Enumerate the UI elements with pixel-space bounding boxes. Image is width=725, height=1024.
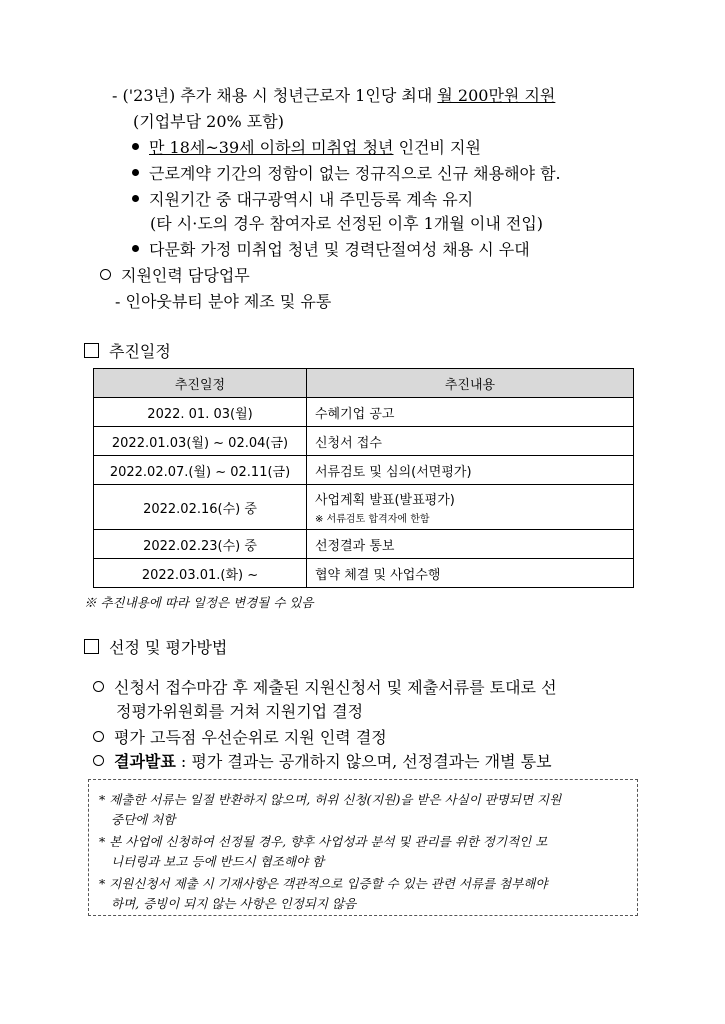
checkbox-square-icon	[84, 343, 99, 358]
support-duty-detail: - 인아웃뷰티 분야 제조 및 유통	[115, 292, 332, 311]
evaluation-item-1-text: 신청서 접수마감 후 제출된 지원신청서 및 제출서류를 토대로 선	[114, 678, 557, 697]
col-date-header: 추진일정	[94, 369, 307, 398]
row-date: 2022.02.23(수) 중	[94, 530, 307, 559]
note-line: 니터링과 보고 등에 반드시 협조해야 함	[111, 854, 325, 869]
funding-amount: 월 200만원 지원	[437, 86, 556, 105]
table-row	[94, 559, 634, 588]
company-share-line: (기업부담 20% 포함)	[133, 112, 284, 131]
checkbox-square-icon	[84, 639, 99, 654]
row-date: 2022.02.16(수) 중	[94, 485, 307, 530]
col-content-header: 추진내용	[307, 369, 634, 398]
table-row	[94, 456, 634, 485]
evaluation-item-1	[93, 678, 557, 698]
schedule-heading-text: 추진일정	[109, 342, 171, 361]
table-row	[94, 398, 634, 427]
evaluation-item-1-cont: 정평가위원회를 거쳐 지원기업 결정	[116, 702, 364, 721]
age-range: 만 18세~39세 이하의 미취업 청년	[149, 138, 394, 157]
row-content	[307, 485, 634, 530]
note-line: * 지원신청서 제출 시 기재사항은 객관적으로 입증할 수 있는 관련 서류를 첨부해야	[99, 876, 548, 891]
row-date: 2022.01.03(월) ~ 02.04(금)	[94, 427, 307, 456]
evaluation-item-2	[93, 728, 387, 748]
circle-bullet-icon	[93, 755, 104, 766]
evaluation-item-2-text: 평가 고득점 우선순위로 지원 인력 결정	[114, 728, 387, 747]
notes-box	[88, 779, 638, 916]
table-header-row	[94, 369, 634, 398]
table-row	[94, 427, 634, 456]
preference-text: 다문화 가정 미취업 청년 및 경력단절여성 채용 시 우대	[149, 240, 530, 259]
bullet-contract	[132, 164, 561, 184]
row-content-main: 사업계획 발표(발표평가)	[315, 493, 455, 508]
support-duty-label: 지원인력 담당업무	[121, 266, 250, 285]
row-date: 2022.02.07.(월) ~ 02.11(금)	[94, 456, 307, 485]
circle-bullet-icon	[93, 681, 104, 692]
row-content: 신청서 접수	[307, 427, 634, 456]
funding-line	[112, 86, 555, 106]
schedule-note: ※ 추진내용에 따라 일정은 변경될 수 있음	[84, 595, 314, 610]
evaluation-item-3	[93, 752, 552, 772]
circle-bullet-icon	[100, 269, 111, 280]
row-content: 선정결과 통보	[307, 530, 634, 559]
bullet-icon	[132, 245, 139, 252]
schedule-table	[93, 368, 634, 588]
bullet-preference	[132, 240, 530, 260]
row-content: 협약 체결 및 사업수행	[307, 559, 634, 588]
row-content: 수혜기업 공고	[307, 398, 634, 427]
row-date: 2022.03.01.(화) ~	[94, 559, 307, 588]
contract-text: 근로계약 기간의 정함이 없는 정규직으로 신규 채용해야 함.	[149, 164, 561, 183]
note-line: 하며, 증빙이 되지 않는 사항은 인정되지 않음	[111, 896, 357, 911]
funding-text: - ('23년) 추가 채용 시 청년근로자 1인당 최대	[112, 86, 438, 105]
note-line: * 제출한 서류는 일절 반환하지 않으며, 허위 신청(지원)을 받은 사실이 판명되면 지원	[99, 792, 562, 807]
age-rest: 인건비 지원	[393, 138, 481, 157]
bullet-icon	[132, 195, 139, 202]
result-announcement-text: : 평가 결과는 공개하지 않으며, 선정결과는 개별 통보	[175, 752, 552, 771]
bullet-icon	[132, 169, 139, 176]
table-row	[94, 485, 634, 530]
row-content-sub: ※ 서류검토 합격자에 한함	[315, 514, 430, 525]
bullet-residence	[132, 190, 473, 210]
bullet-age	[132, 138, 481, 158]
residence-detail: (타 시·도의 경우 참여자로 선정된 이후 1개월 이내 전입)	[150, 214, 544, 233]
evaluation-heading	[84, 638, 227, 658]
result-announcement-label: 결과발표	[114, 752, 176, 771]
row-content: 서류검토 및 심의(서면평가)	[307, 456, 634, 485]
residence-text: 지원기간 중 대구광역시 내 주민등록 계속 유지	[149, 190, 474, 209]
row-date: 2022. 01. 03(월)	[94, 398, 307, 427]
note-line: 중단에 처함	[111, 812, 176, 827]
table-row	[94, 530, 634, 559]
note-line: * 본 사업에 신청하여 선정될 경우, 향후 사업성과 분석 및 관리를 위한 정기적인 모	[99, 834, 548, 849]
schedule-heading	[84, 342, 171, 362]
circle-bullet-icon	[93, 731, 104, 742]
bullet-icon	[132, 143, 139, 150]
evaluation-heading-text: 선정 및 평가방법	[109, 638, 228, 657]
support-duty-item	[100, 266, 250, 286]
